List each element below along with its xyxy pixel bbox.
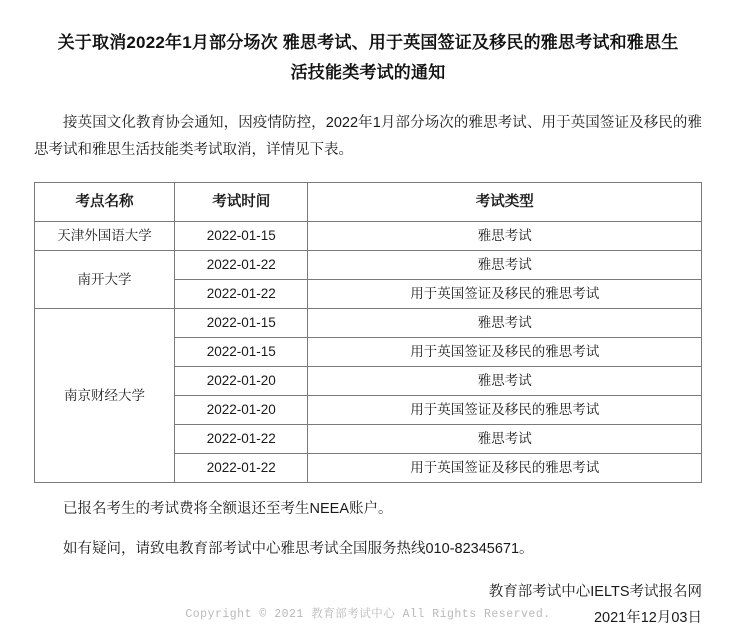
exam-date-cell: 2022-01-22 [175, 280, 308, 309]
site-name-cell: 南京财经大学 [35, 309, 175, 483]
exam-date-cell: 2022-01-15 [175, 338, 308, 367]
cancelled-exams-table [34, 182, 702, 483]
hotline-note: 如有疑问，请致电教育部考试中心雅思考试全国服务热线010-82345671。 [63, 541, 534, 557]
exam-type-cell: 雅思考试 [308, 367, 702, 396]
table-header-row [35, 183, 702, 222]
exam-type-cell: 用于英国签证及移民的雅思考试 [308, 454, 702, 483]
exam-date-cell: 2022-01-15 [175, 309, 308, 338]
intro-paragraph: 接英国文化教育协会通知，因疫情防控，2022年1月部分场次的雅思考试、用于英国签证及移民的雅思考试和雅思生活技能类考试取消，详情见下表。 [34, 115, 702, 158]
exam-date-cell: 2022-01-15 [175, 222, 308, 251]
column-header-date: 考试时间 [175, 183, 308, 222]
exam-type-cell: 用于英国签证及移民的雅思考试 [308, 280, 702, 309]
table-row [35, 251, 702, 280]
column-header-site: 考点名称 [35, 183, 175, 222]
copyright-text: Copyright © 2021 教育部考试中心 All Rights Reserved. [185, 608, 551, 621]
column-header-type: 考试类型 [308, 183, 702, 222]
exam-type-cell: 雅思考试 [308, 222, 702, 251]
table-header [35, 183, 702, 222]
exam-table-container [0, 164, 736, 483]
exam-date-cell: 2022-01-20 [175, 367, 308, 396]
exam-type-cell: 用于英国签证及移民的雅思考试 [308, 396, 702, 425]
table-body [35, 222, 702, 483]
exam-type-cell: 雅思考试 [308, 251, 702, 280]
site-name-cell: 南开大学 [35, 251, 175, 309]
site-name-cell: 天津外国语大学 [35, 222, 175, 251]
exam-date-cell: 2022-01-20 [175, 396, 308, 425]
exam-type-cell: 雅思考试 [308, 425, 702, 454]
signature-org: 教育部考试中心IELTS考试报名网 [488, 584, 702, 600]
exam-type-cell: 用于英国签证及移民的雅思考试 [308, 338, 702, 367]
table-row [35, 222, 702, 251]
exam-date-cell: 2022-01-22 [175, 251, 308, 280]
refund-note: 已报名考生的考试费将全额退还至考生NEEA账户。 [63, 501, 393, 517]
table-row [35, 309, 702, 338]
exam-type-cell: 雅思考试 [308, 309, 702, 338]
signature-date: 2021年12月03日 [593, 610, 702, 626]
exam-date-cell: 2022-01-22 [175, 425, 308, 454]
exam-date-cell: 2022-01-22 [175, 454, 308, 483]
page-title: 关于取消2022年1月部分场次 雅思考试、用于英国签证及移民的雅思考试和雅思生活技能类考试的通知 [57, 33, 679, 82]
